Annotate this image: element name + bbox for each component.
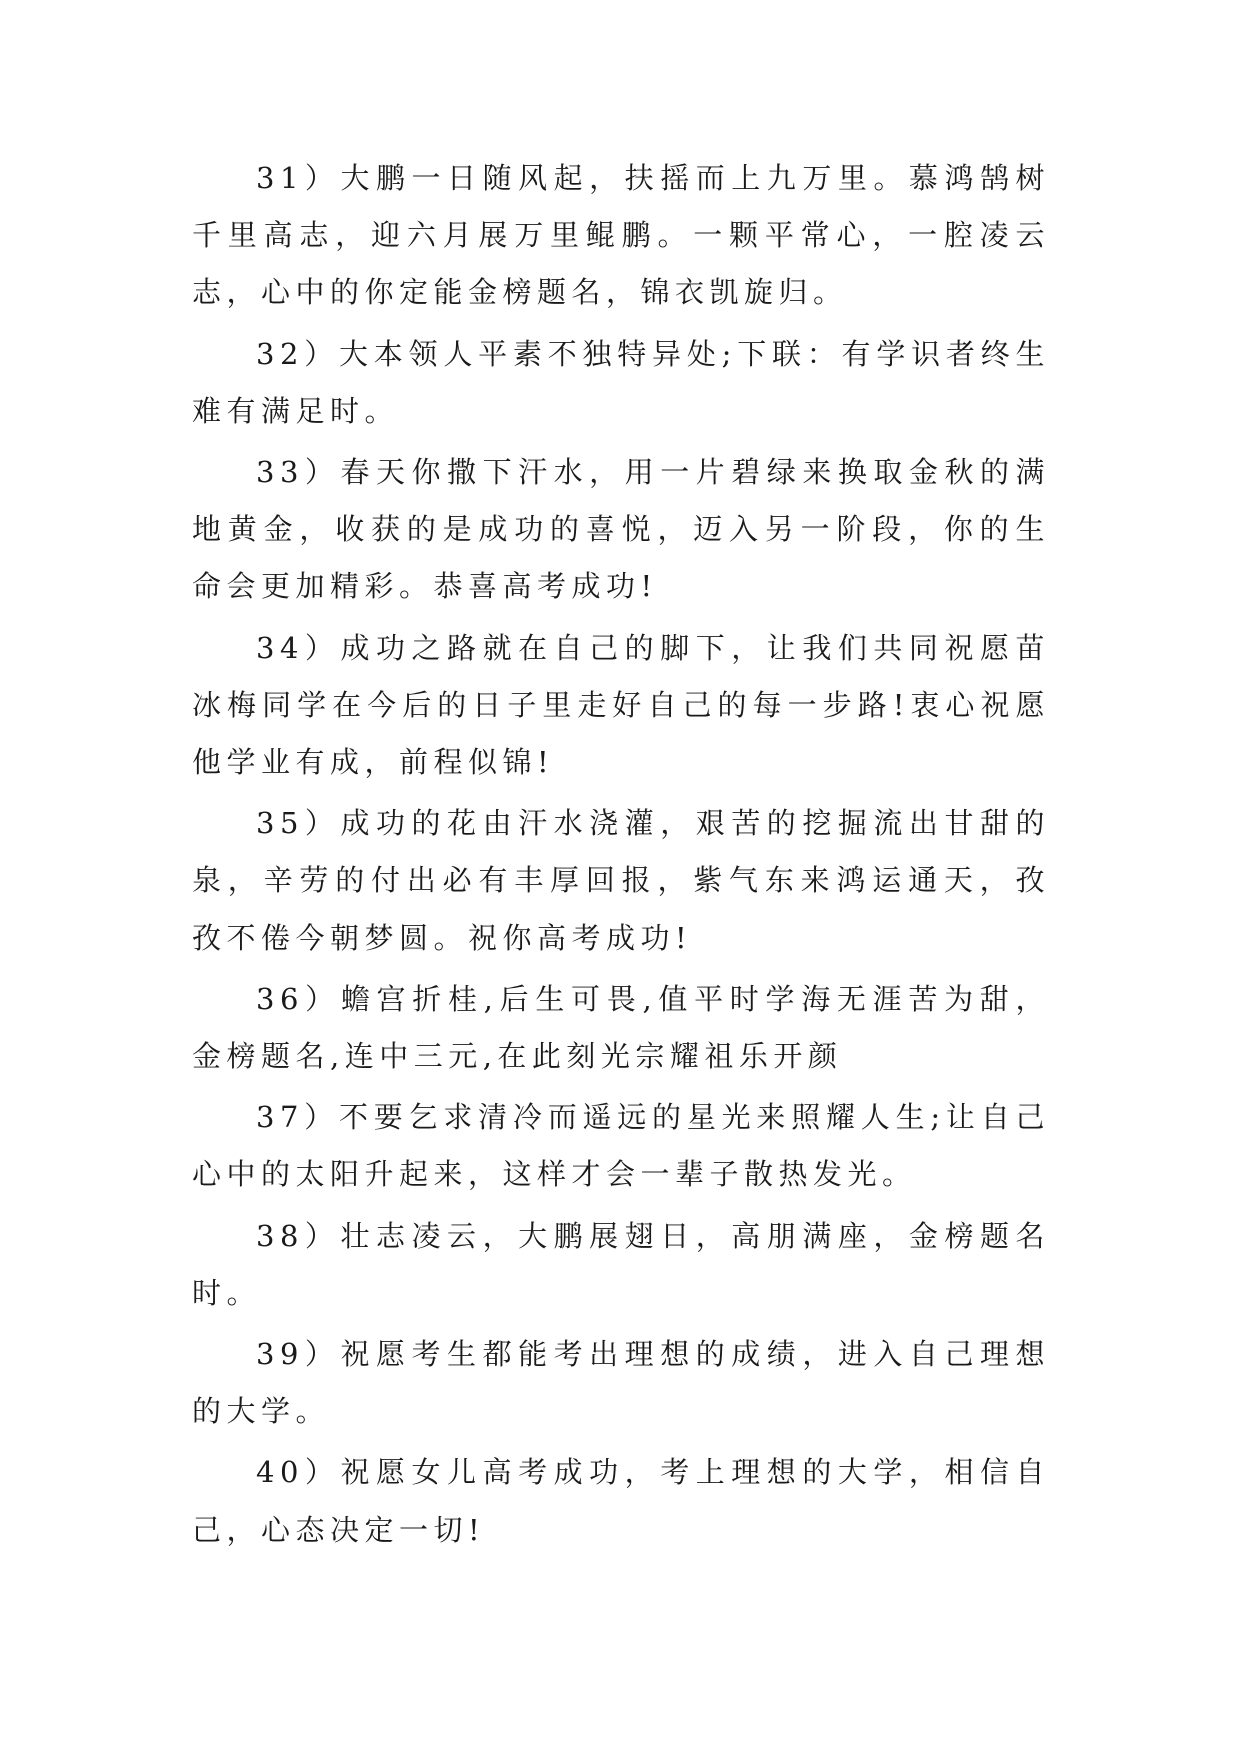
paragraph-37: 37）不要乞求清冷而遥远的星光来照耀人生;让自己心中的太阳升起来，这样才会一辈子散热发光。 <box>192 1100 1050 1192</box>
paragraph-36: 36）蟾宫折桂,后生可畏,值平时学海无涯苦为甜，金榜题名,连中三元,在此刻光宗耀祖乐开颜 <box>192 981 1050 1074</box>
paragraph-39: 39）祝愿考生都能考出理想的成绩，进入自己理想的大学。 <box>192 1337 1050 1429</box>
paragraph-31: 31）大鹏一日随风起，扶摇而上九万里。慕鸿鹄树千里高志，迎六月展万里鲲鹏。一颗平常心，一腔凌云志，心中的你定能金榜题名，锦衣凯旋归。 <box>192 161 1050 310</box>
paragraph-34: 34）成功之路就在自己的脚下，让我们共同祝愿苗冰梅同学在今后的日子里走好自己的每一步路!衷心祝愿他学业有成，前程似锦! <box>192 630 1050 780</box>
document-body <box>192 150 1050 1559</box>
paragraph-38: 38）壮志凌云，大鹏展翅日，高朋满座，金榜题名时。 <box>192 1218 1050 1310</box>
paragraph-35: 35）成功的花由汗水浇灌，艰苦的挖掘流出甘甜的泉，辛劳的付出必有丰厚回报，紫气东来鸿运通天，孜孜不倦今朝梦圆。祝你高考成功! <box>192 806 1050 955</box>
paragraph-40: 40）祝愿女儿高考成功，考上理想的大学，相信自己，心态决定一切! <box>192 1455 1050 1547</box>
paragraph-33: 33）春天你撒下汗水，用一片碧绿来换取金秋的满地黄金，收获的是成功的喜悦，迈入另一阶段，你的生命会更加精彩。恭喜高考成功! <box>192 455 1050 604</box>
paragraph-32: 32）大本领人平素不独特异处;下联：有学识者终生难有满足时。 <box>192 336 1050 428</box>
